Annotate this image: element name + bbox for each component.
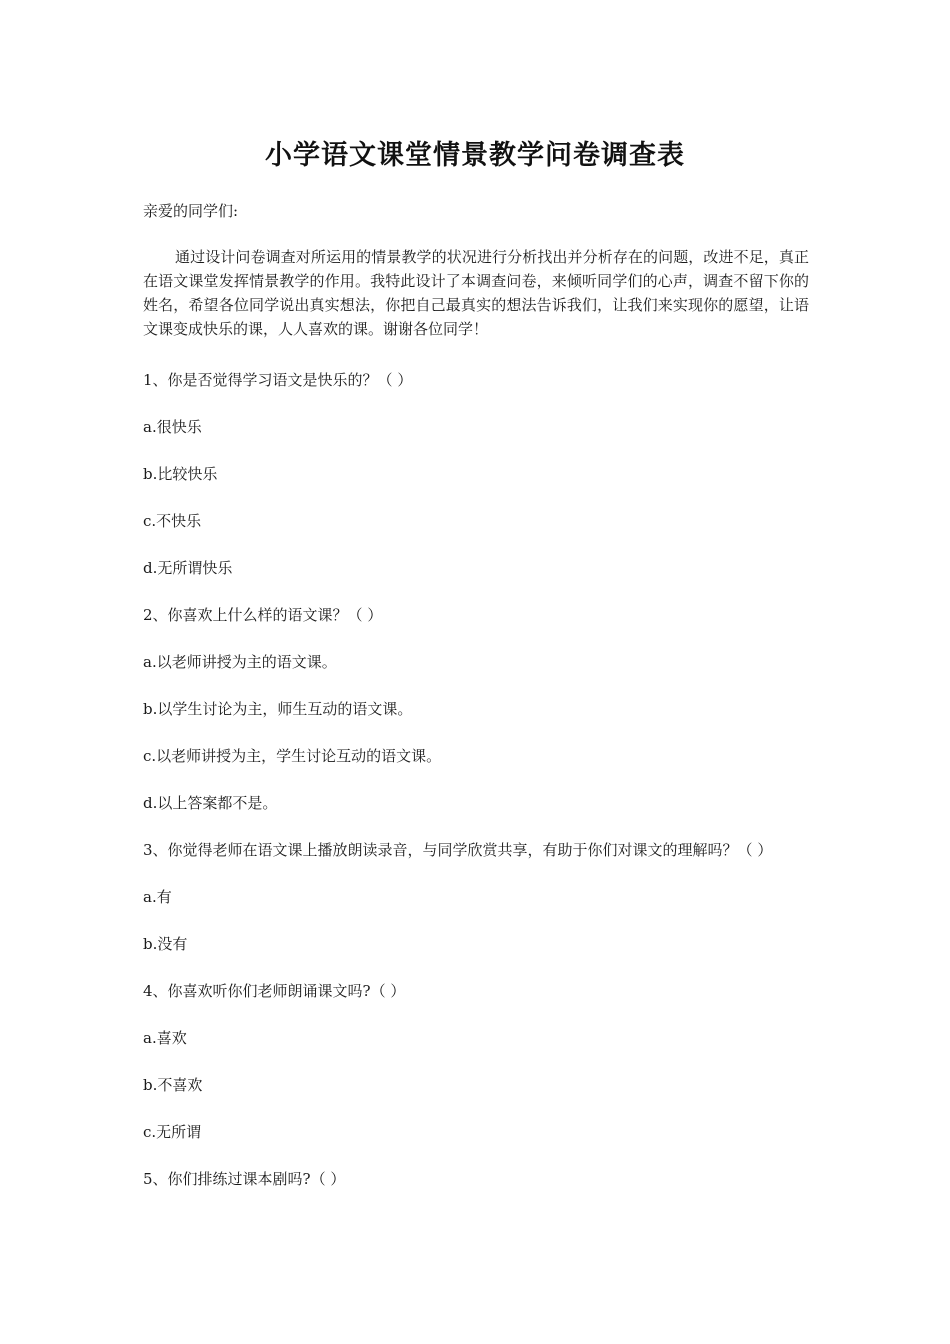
option-b: b.不喜欢 (143, 1076, 203, 1094)
question-list (143, 368, 809, 1214)
question-text: 2、你喜欢上什么样的语文课？（ ） (143, 606, 383, 624)
option-c: c.不快乐 (143, 512, 202, 530)
question-text: 1、你是否觉得学习语文是快乐的？（ ） (143, 371, 413, 389)
question-text: 4、你喜欢听你们老师朗诵课文吗?（ ） (143, 982, 406, 1000)
option-b: b.比较快乐 (143, 465, 218, 483)
intro-paragraph: 通过设计问卷调查对所运用的情景教学的状况进行分析找出并分析存在的问题，改进不足，真正在语文课堂发挥情景教学的作用。我特此设计了本调查问卷，来倾听同学们的心声，调查不留下你的姓名，希望各位同学说出真实想法，你把自己最真实的想法告诉我们，让我们来实现你的愿望，让语文课变成快乐的课，人人喜欢的课。谢谢各位同学！ (143, 248, 809, 338)
option-b: b.以学生讨论为主，师生互动的语文课。 (143, 700, 413, 718)
question-1 (143, 368, 809, 580)
question-text: 3、你觉得老师在语文课上播放朗读录音，与同学欣赏共享，有助于你们对课文的理解吗？（ ） (143, 841, 773, 859)
option-a: a.以老师讲授为主的语文课。 (143, 653, 337, 671)
greeting: 亲爱的同学们: (143, 202, 239, 220)
option-a: a.有 (143, 888, 172, 906)
option-a: a.很快乐 (143, 418, 202, 436)
question-text: 5、你们排练过课本剧吗?（ ） (143, 1170, 346, 1188)
option-c: c.无所谓 (143, 1123, 202, 1141)
question-2 (143, 603, 809, 815)
question-3 (143, 838, 809, 956)
option-c: c.以老师讲授为主，学生讨论互动的语文课。 (143, 747, 442, 765)
document-title: 小学语文课堂情景教学问卷调查表 (265, 140, 685, 171)
option-d: d.以上答案都不是。 (143, 794, 278, 812)
option-a: a.喜欢 (143, 1029, 187, 1047)
question-5 (143, 1167, 809, 1191)
option-d: d.无所谓快乐 (143, 559, 233, 577)
question-4 (143, 979, 809, 1144)
option-b: b.没有 (143, 935, 188, 953)
